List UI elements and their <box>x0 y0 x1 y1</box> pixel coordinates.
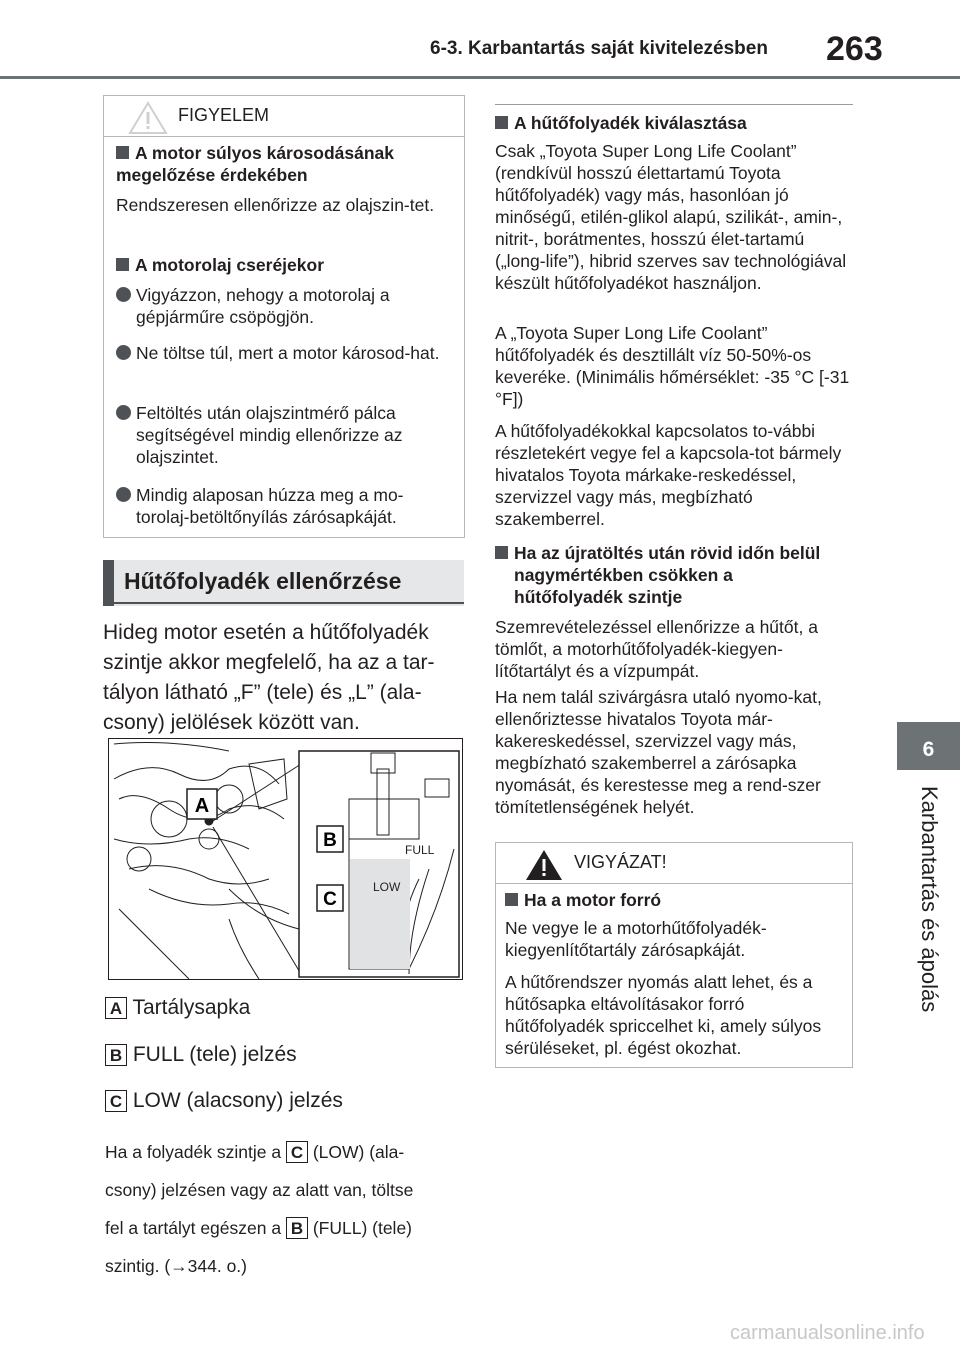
round-bullet-icon <box>116 487 131 502</box>
vigyazat-paragraph-1: Ne vegye le a motorhűtőfolyadék-kiegyenlítőtartály zárósapkáját. <box>505 918 767 960</box>
figyelem-paragraph-1: Rendszeresen ellenőrizze az olajszin-tet. <box>116 195 435 215</box>
right-paragraph-4: Szemrevételezéssel ellenőrizze a hűtőt, a tömlőt, a motorhűtőfolyadék-kiegyen-lítőtartályt és a vízpumpát. <box>495 617 818 681</box>
figyelem-header <box>104 96 464 137</box>
figyelem-heading-1: A motor súlyos károsodásának megelőzése érdekében <box>116 143 395 185</box>
legend-b: B FULL (tele) jelzés <box>105 1040 297 1070</box>
round-bullet-icon <box>116 405 131 420</box>
figure-label-c: C <box>323 889 337 910</box>
chapter-number: 6 <box>922 738 935 761</box>
section-heading: 6-3. Karbantartás saját kivitelezésben <box>430 38 768 59</box>
figure-label-a: A <box>194 795 210 817</box>
section-title-bar <box>103 560 464 606</box>
figyelem-heading-2: A motorolaj cseréjekor <box>116 254 456 276</box>
round-bullet-icon <box>116 287 131 302</box>
warning-icon <box>524 848 564 882</box>
figyelem-bullet-1: Vigyázzon, nehogy a motorolaj a gépjárműre csöpögjön. <box>116 284 456 328</box>
figyelem-bullet-3: Feltöltés után olajszintmérő pálca segítségével mindig ellenőrizze az olajszintet. <box>116 402 456 468</box>
figyelem-label: FIGYELEM <box>178 105 270 125</box>
right-heading-2: Ha az újratöltés után rövid időn belül nagymértékben csökken a hűtőfolyadék szintje <box>495 542 835 608</box>
header-rule <box>0 76 960 79</box>
right-top-rule <box>495 104 853 105</box>
square-bullet-icon <box>116 146 129 159</box>
figure-full-mark: FULL <box>405 843 435 857</box>
figure-label-b: B <box>323 830 337 851</box>
vigyazat-paragraph-2: A hűtőrendszer nyomás alatt lehet, és a hűtősapka eltávolításakor forró hűtőfolyadék spriccelhet ki, amely súlyos sérüléseket, pl. égést okozhat. <box>505 972 822 1058</box>
page-number: 263 <box>826 30 883 68</box>
figyelem-box <box>103 95 465 538</box>
square-bullet-icon <box>495 546 508 559</box>
vigyazat-label: VIGYÁZAT! <box>574 852 667 872</box>
vigyazat-box <box>495 842 853 1068</box>
square-bullet-icon <box>116 258 129 271</box>
figure-low-mark: LOW <box>373 880 401 894</box>
round-bullet-icon <box>116 345 131 360</box>
vigyazat-heading: Ha a motor forró <box>505 889 835 911</box>
figyelem-bullet-2: Ne töltse túl, mert a motor károsod-hat. <box>116 342 456 364</box>
chapter-title: Karbantartás és ápolás <box>917 786 942 1013</box>
tag-c: C <box>286 1141 308 1163</box>
legend-a: A Tartálysapka <box>105 993 250 1023</box>
figyelem-bullet-4: Mindig alaposan húzza meg a mo-torolaj-betöltőnyílás zárósapkáját. <box>116 484 456 528</box>
coolant-reservoir-figure <box>108 738 463 980</box>
vigyazat-header <box>496 843 852 884</box>
right-paragraph-3: A hűtőfolyadékokkal kapcsolatos to-vábbi részletekért vegye fel a kapcsola-tot bármely hivatalos Toyota márkake-reskedéssel, szervizzel vagy más, megbízható szakemberrel. <box>495 421 842 529</box>
caution-icon <box>128 101 168 135</box>
right-paragraph-2: A „Toyota Super Long Life Coolant” hűtőfolyadék és desztillált víz 50-50%-os keveréke. (Minimális hőmérséklet: -35 °C [-31 °F]) <box>495 323 850 409</box>
level-note: Ha a folyadék szintje a C (LOW) (ala- csony) jelzésen vagy az alatt van, töltse fel a tartályt egészen a B (FULL) (tele) szintig. (→344. o.) <box>105 1142 414 1276</box>
square-bullet-icon <box>495 116 508 129</box>
engine-bay-illustration <box>109 739 462 979</box>
right-heading-1: A hűtőfolyadék kiválasztása <box>495 112 853 134</box>
watermark: carmanualsonline.info <box>730 1322 925 1344</box>
tag-b: B <box>286 1217 308 1239</box>
intro-paragraph: Hideg motor esetén a hűtőfolyadék szintje akkor megfelelő, ha az a tar-tályon látható „F” (tele) és „L” (ala-csony) jelölések között van. <box>103 621 435 734</box>
right-paragraph-5: Ha nem talál szivárgásra utaló nyomo-kat, ellenőriztesse hivatalos Toyota már-kakereskedéssel, szervizzel vagy más, megbízható szakemberrel a zárósapka nyomását, és kerestesse meg a rend-szer tömítetlenségének helyét. <box>495 687 822 817</box>
right-paragraph-1: Csak „Toyota Super Long Life Coolant” (rendkívül hosszú élettartamú Toyota hűtőfolyadék) vagy más, hasonlóan jó minőségű, etilén-glikol alapú, szilikát-, amin-, nitrit-, borátmentes, hosszú élet-tartamú („long-life”), hibrid szerves sav technológiával készült hűtőfolyadékot használjon. <box>495 141 847 293</box>
square-bullet-icon <box>505 893 518 906</box>
legend-c: C LOW (alacsony) jelzés <box>105 1086 343 1116</box>
title-underline <box>103 602 464 604</box>
section-title: Hűtőfolyadék ellenőrzése <box>124 568 402 594</box>
